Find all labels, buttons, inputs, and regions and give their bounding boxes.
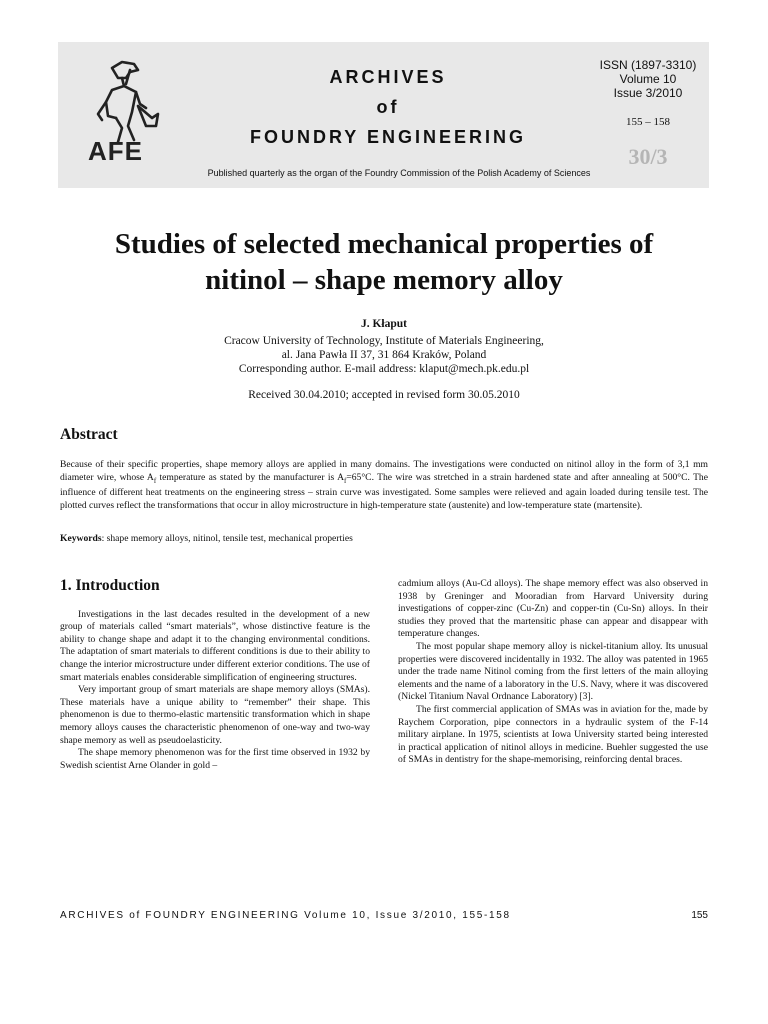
issue: Issue 3/2010 (613, 86, 683, 100)
paragraph: The first commercial application of SMAs was in aviation for the, made by Raychem Corporation, pipe connectors in a hydraulic system of the F-14 military airplane. In 1975, scientists at Iowa University started being interested in practical application of nitinol alloys in medicine. Buehler suggested the use of SMAs in dentistry for the shape-memorising, reinforcing dental braces. (398, 703, 708, 766)
paragraph-continued: cadmium alloys (Au-Cd alloys). The shape memory effect was also observed in 1938 by Greninger and Mooradian from Harvard University during investigations of copper-zinc (Cu-Zn) and copper-tin (Cu-Sn) alloys. In their studies they proved that the martensitic phase can appear and disappear with temperature changes. (398, 578, 708, 640)
abstract-text-1: Because of their specific properties, shape memory alloys are applied in many domains. The investigations were conducted on nitinol alloy in the form of 3,1 mm diameter wire, whose A (60, 459, 708, 483)
journal-header (58, 42, 709, 188)
abstract-text-3: =65°C. The wire was stretched in a strain hardened state and after annealing at 500°C. The influence of different heat treatments on the engineering stress – strain curve was investigated. Some samples were relieved and again loaded during tensile test. The plotted curves reflect the transformations that occur in alloy microstructure in high-temperature state (austenite) and low-temperature state (martensite). (60, 471, 708, 511)
right-column (398, 578, 708, 767)
section-heading-introduction: 1. Introduction (60, 577, 160, 594)
abstract-sub-2: f (344, 476, 347, 485)
keywords-label: Keywords (60, 533, 102, 544)
journal-title-line2: of (376, 97, 400, 117)
affiliation-line1: Cracow University of Technology, Institute of Materials Engineering, (224, 335, 544, 347)
affiliation-line2: al. Jana Pawła II 37, 31 864 Kraków, Poland (281, 349, 487, 361)
running-title: ARCHIVES of FOUNDRY ENGINEERING Volume 10, Issue 3/2010, 155-158 (60, 910, 511, 921)
abstract-body (60, 459, 708, 512)
published-note: Published quarterly as the organ of the Foundry Commission of the Polish Academy of Sciences (207, 168, 591, 178)
journal-title-line3: FOUNDRY ENGINEERING (249, 127, 527, 147)
page-number: 155 (691, 910, 708, 921)
paper-title-line2: nitinol – shape memory alloy (205, 264, 563, 296)
paragraph: The most popular shape memory alloy is nickel-titanium alloy. Its unusual properties were discovered incidentally in 1932. The alloy was patented in 1965 under the trade name Nitinol coming from the first letters of the main alloying elements and the name of a laboratory in the U.S. Navy, where it was discovered (Nickel Titanium Naval Ordnance Laboratory) [3]. (398, 640, 708, 703)
issn-block (588, 58, 708, 100)
page-footer (60, 910, 708, 921)
author: J. Kłaput (360, 318, 407, 330)
issue-number: 30/3 (628, 144, 668, 169)
keywords-text: : shape memory alloys, nitinol, tensile test, mechanical properties (101, 533, 353, 544)
paragraph: Very important group of smart materials are shape memory alloys (SMAs). These materials have a unique ability to “remember” their shape. This phenomenon is due to thermo-elastic martensitic transformation which in shape memory alloys causes the characteristic phenomenon of one-way and two-way shape memory as well as pseudoelasticity. (60, 684, 370, 746)
corresponding-author: Corresponding author. E-mail address: klaput@mech.pk.edu.pl (238, 363, 530, 375)
paper-title (40, 226, 728, 298)
logo-wordmark: AFE (88, 136, 143, 166)
affiliation (40, 334, 728, 376)
abstract-text-2: temperature as stated by the manufacturer is A (156, 471, 344, 483)
volume: Volume 10 (619, 72, 677, 86)
paragraph: The shape memory phenomenon was for the first time observed in 1932 by Swedish scientist Arne Olander in gold – (60, 747, 370, 771)
journal-title-line1: ARCHIVES (329, 67, 447, 87)
keywords (60, 533, 708, 546)
page-range: 155 – 158 (626, 116, 670, 128)
abstract-sub-1: f (153, 476, 157, 485)
paragraph: Investigations in the last decades resulted in the development of a new group of materials called “smart materials”, whose distinctive feature is the ability to change shape and adapt it to the changing environmental conditions. The adaptation of smart materials to different conditions is due to their ability to change the interior microstructure under different exterior conditions. The use of smart materials enables considerable simplification of engineering structures. (60, 608, 370, 683)
issn: ISSN (1897-3310) (599, 58, 697, 72)
abstract-heading: Abstract (60, 426, 118, 443)
received-date: Received 30.04.2010; accepted in revised form 30.05.2010 (248, 389, 520, 401)
journal-title (198, 62, 578, 152)
left-column (60, 578, 370, 772)
paper-title-line1: Studies of selected mechanical properties of (114, 228, 654, 260)
